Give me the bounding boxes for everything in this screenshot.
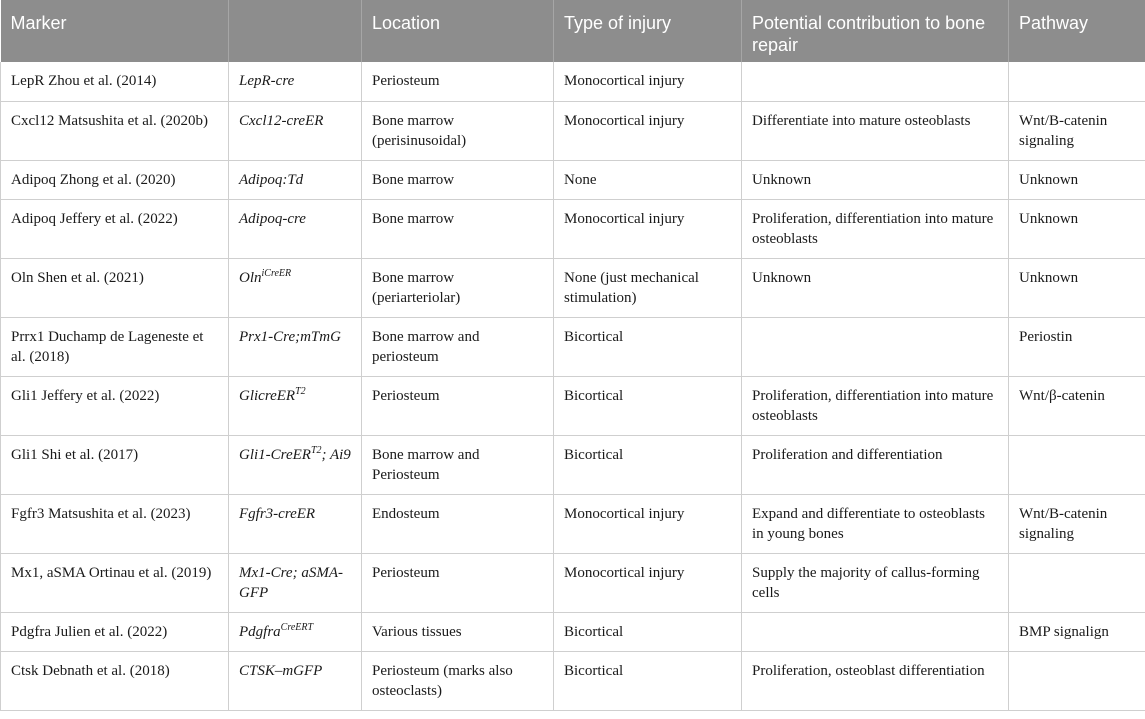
cell-pathway: Wnt/β-catenin bbox=[1009, 376, 1145, 435]
cell-pathway: Periostin bbox=[1009, 317, 1145, 376]
cell-marker: Fgfr3 Matsushita et al. (2023) bbox=[1, 494, 229, 553]
cell-model: CTSK–mGFP bbox=[229, 651, 362, 710]
cell-pathway bbox=[1009, 651, 1145, 710]
cell-injury: Monocortical injury bbox=[554, 199, 742, 258]
cell-model: Cxcl12-creER bbox=[229, 101, 362, 160]
cell-injury: Bicortical bbox=[554, 317, 742, 376]
table-row bbox=[1, 101, 1145, 160]
cell-marker: Gli1 Jeffery et al. (2022) bbox=[1, 376, 229, 435]
cell-pathway: Unknown bbox=[1009, 258, 1145, 317]
cell-pathway: Unknown bbox=[1009, 160, 1145, 199]
cell-pathway: BMP signalign bbox=[1009, 612, 1145, 651]
cell-model: LepR-cre bbox=[229, 62, 362, 101]
header-location: Location bbox=[362, 0, 554, 62]
cell-contribution bbox=[742, 62, 1009, 101]
cell-location: Periosteum bbox=[362, 553, 554, 612]
cell-contribution: Proliferation, differentiation into mature osteoblasts bbox=[742, 376, 1009, 435]
cell-injury: Bicortical bbox=[554, 435, 742, 494]
cell-injury: None bbox=[554, 160, 742, 199]
header-pathway: Pathway bbox=[1009, 0, 1145, 62]
cell-model: Fgfr3-creER bbox=[229, 494, 362, 553]
table-row bbox=[1, 160, 1145, 199]
cell-contribution bbox=[742, 317, 1009, 376]
table-row bbox=[1, 494, 1145, 553]
table-row bbox=[1, 612, 1145, 651]
table-row bbox=[1, 258, 1145, 317]
cell-location: Endosteum bbox=[362, 494, 554, 553]
cell-location: Periosteum bbox=[362, 376, 554, 435]
cell-location: Bone marrow (perisinusoidal) bbox=[362, 101, 554, 160]
cell-location: Periosteum bbox=[362, 62, 554, 101]
cell-injury: Bicortical bbox=[554, 376, 742, 435]
cell-pathway: Wnt/B-catenin signaling bbox=[1009, 494, 1145, 553]
cell-contribution: Proliferation and differentiation bbox=[742, 435, 1009, 494]
cell-contribution: Differentiate into mature osteoblasts bbox=[742, 101, 1009, 160]
cell-model: Adipoq:Td bbox=[229, 160, 362, 199]
cell-contribution bbox=[742, 612, 1009, 651]
cell-injury: Monocortical injury bbox=[554, 101, 742, 160]
cell-pathway bbox=[1009, 553, 1145, 612]
header-contribution: Potential contribution to bone repair bbox=[742, 0, 1009, 62]
table-row bbox=[1, 435, 1145, 494]
header-marker: Marker bbox=[1, 0, 229, 62]
cell-contribution: Supply the majority of callus-forming cells bbox=[742, 553, 1009, 612]
table-row bbox=[1, 317, 1145, 376]
cell-location: Bone marrow and periosteum bbox=[362, 317, 554, 376]
cell-model: Mx1-Cre; aSMA-GFP bbox=[229, 553, 362, 612]
cell-pathway bbox=[1009, 435, 1145, 494]
cell-pathway: Unknown bbox=[1009, 199, 1145, 258]
cell-marker: Adipoq Jeffery et al. (2022) bbox=[1, 199, 229, 258]
table-row bbox=[1, 62, 1145, 101]
cell-model: GlicreER$^{T2}$ bbox=[229, 376, 362, 435]
cell-contribution: Unknown bbox=[742, 160, 1009, 199]
cell-marker: Adipoq Zhong et al. (2020) bbox=[1, 160, 229, 199]
table-row bbox=[1, 376, 1145, 435]
cell-marker: Cxcl12 Matsushita et al. (2020b) bbox=[1, 101, 229, 160]
cell-model: Gli1-CreER$^{T2}$; Ai9 bbox=[229, 435, 362, 494]
cell-pathway: Wnt/B-catenin signaling bbox=[1009, 101, 1145, 160]
cell-model: Pdgfra$^{CreERT}$ bbox=[229, 612, 362, 651]
cell-injury: Bicortical bbox=[554, 651, 742, 710]
cell-marker: Ctsk Debnath et al. (2018) bbox=[1, 651, 229, 710]
cell-model: Adipoq-cre bbox=[229, 199, 362, 258]
cell-injury: Monocortical injury bbox=[554, 62, 742, 101]
header-row bbox=[1, 0, 1145, 62]
cell-location: Bone marrow bbox=[362, 160, 554, 199]
cell-injury: Monocortical injury bbox=[554, 553, 742, 612]
cell-marker: Gli1 Shi et al. (2017) bbox=[1, 435, 229, 494]
cell-marker: LepR Zhou et al. (2014) bbox=[1, 62, 229, 101]
cell-injury: None (just mechanical stimulation) bbox=[554, 258, 742, 317]
cell-injury: Bicortical bbox=[554, 612, 742, 651]
cell-model: Prx1-Cre;mTmG bbox=[229, 317, 362, 376]
header-injury-type: Type of injury bbox=[554, 0, 742, 62]
cell-marker: Pdgfra Julien et al. (2022) bbox=[1, 612, 229, 651]
cell-model: Oln$^{iCreER}$ bbox=[229, 258, 362, 317]
cell-location: Various tissues bbox=[362, 612, 554, 651]
cell-location: Periosteum (marks also osteoclasts) bbox=[362, 651, 554, 710]
cell-location: Bone marrow (periarteriolar) bbox=[362, 258, 554, 317]
cell-contribution: Proliferation, osteoblast differentiation bbox=[742, 651, 1009, 710]
cell-contribution: Proliferation, differentiation into mature osteoblasts bbox=[742, 199, 1009, 258]
cell-marker: Prrx1 Duchamp de Lageneste et al. (2018) bbox=[1, 317, 229, 376]
cell-injury: Monocortical injury bbox=[554, 494, 742, 553]
table-row bbox=[1, 553, 1145, 612]
cell-contribution: Unknown bbox=[742, 258, 1009, 317]
table-row bbox=[1, 199, 1145, 258]
cell-contribution: Expand and differentiate to osteoblasts in young bones bbox=[742, 494, 1009, 553]
cell-pathway bbox=[1009, 62, 1145, 101]
cell-location: Bone marrow and Periosteum bbox=[362, 435, 554, 494]
table-row bbox=[1, 651, 1145, 710]
cell-location: Bone marrow bbox=[362, 199, 554, 258]
cell-marker: Mx1, aSMA Ortinau et al. (2019) bbox=[1, 553, 229, 612]
cell-marker: Oln Shen et al. (2021) bbox=[1, 258, 229, 317]
header-model bbox=[229, 0, 362, 62]
